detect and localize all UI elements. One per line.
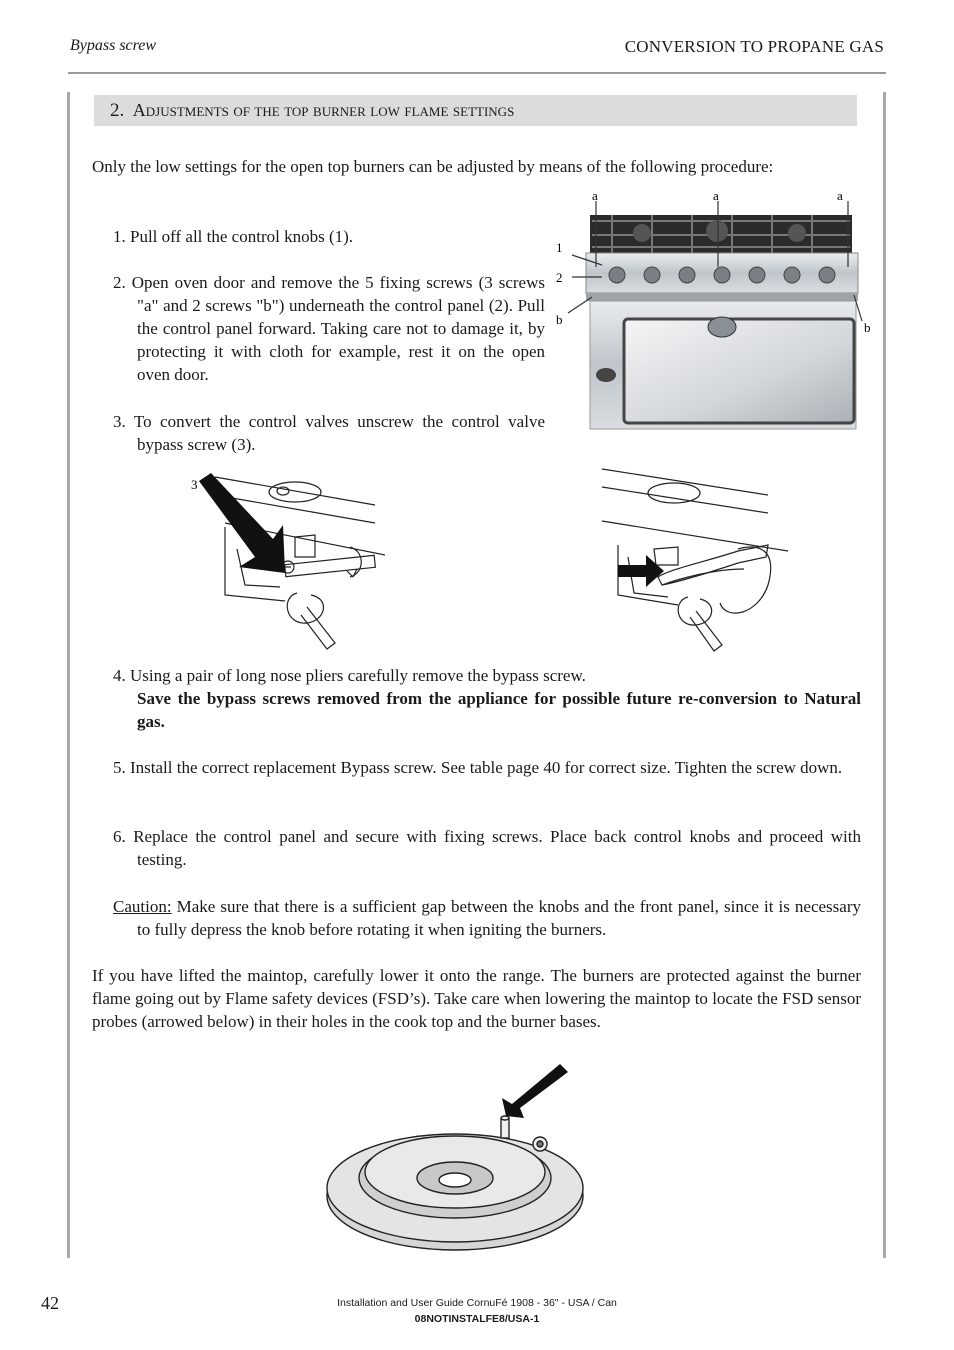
section-title-bar xyxy=(94,95,857,126)
caution-text: Make sure that there is a sufficient gap between the knobs and the front panel, since it is necessary to fully depress the knob before rotating it when igniting the burners. xyxy=(137,897,861,939)
section-number: 2. xyxy=(110,100,125,121)
footer-guide-title: Installation and User Guide CornuFé 1908 - 36" - USA / Can xyxy=(337,1297,617,1309)
step-3: 3. To convert the control valves unscrew the control valve bypass screw (3). xyxy=(113,412,545,454)
section-title: Adjustments of the top burner low flame settings xyxy=(132,100,515,120)
header-section-label: Bypass screw xyxy=(70,37,157,54)
label-a-right: a xyxy=(837,188,843,203)
intro-paragraph: Only the low settings for the open top burners can be adjusted by means of the following procedure: xyxy=(92,157,774,176)
step-4: 4. Using a pair of long nose pliers carefully remove the bypass screw. xyxy=(113,666,586,685)
header-rule xyxy=(68,72,886,74)
left-margin-bar xyxy=(67,92,70,1258)
page-number: 42 xyxy=(41,1293,59,1313)
step-5: 5. Install the correct replacement Bypass screw. See table page 40 for correct size. Tighten the screw down. xyxy=(113,758,843,777)
label-b-right: b xyxy=(864,320,871,335)
label-2: 2 xyxy=(556,270,563,285)
step-2: 2. Open oven door and remove the 5 fixing screws (3 screws "a" and 2 screws "b") underneath the control panel (2). Pull the control panel forward. Taking care not to damage it, by protecting it with cloth for example, rest it on the open oven door. xyxy=(113,273,545,384)
range-front-illustration xyxy=(552,185,882,435)
caution-label: Caution: xyxy=(113,897,172,916)
label-3: 3 xyxy=(191,477,198,492)
footer-doc-code: 08NOTINSTALFE8/USA-1 xyxy=(414,1313,540,1325)
label-b-left: b xyxy=(556,312,563,327)
step-1: 1. Pull off all the control knobs (1). xyxy=(113,227,354,246)
step-6: 6. Replace the control panel and secure with fixing screws. Place back control knobs and proceed with testing. xyxy=(113,827,861,869)
header-chapter-title: CONVERSION TO PROPANE GAS xyxy=(624,37,884,56)
label-a-middle: a xyxy=(713,188,719,203)
label-1: 1 xyxy=(556,240,563,255)
step-4-warning: Save the bypass screws removed from the appliance for possible future re-conversion to Natural gas. xyxy=(137,689,861,731)
maintop-paragraph: If you have lifted the maintop, carefully lower it onto the range. The burners are protected against the burner flame going out by Flame safety devices (FSD’s). Take care when lowering the maintop to locate the FSD sensor probes (arrowed below) in their holes in the cook top and the burner bases. xyxy=(92,966,861,1031)
right-margin-bar xyxy=(883,92,886,1258)
caution-note xyxy=(113,895,861,941)
burner-base-illustration xyxy=(320,1060,590,1256)
label-a-left: a xyxy=(592,188,598,203)
pliers-removal-diagram xyxy=(598,465,798,655)
bypass-screw-diagram xyxy=(185,465,385,655)
